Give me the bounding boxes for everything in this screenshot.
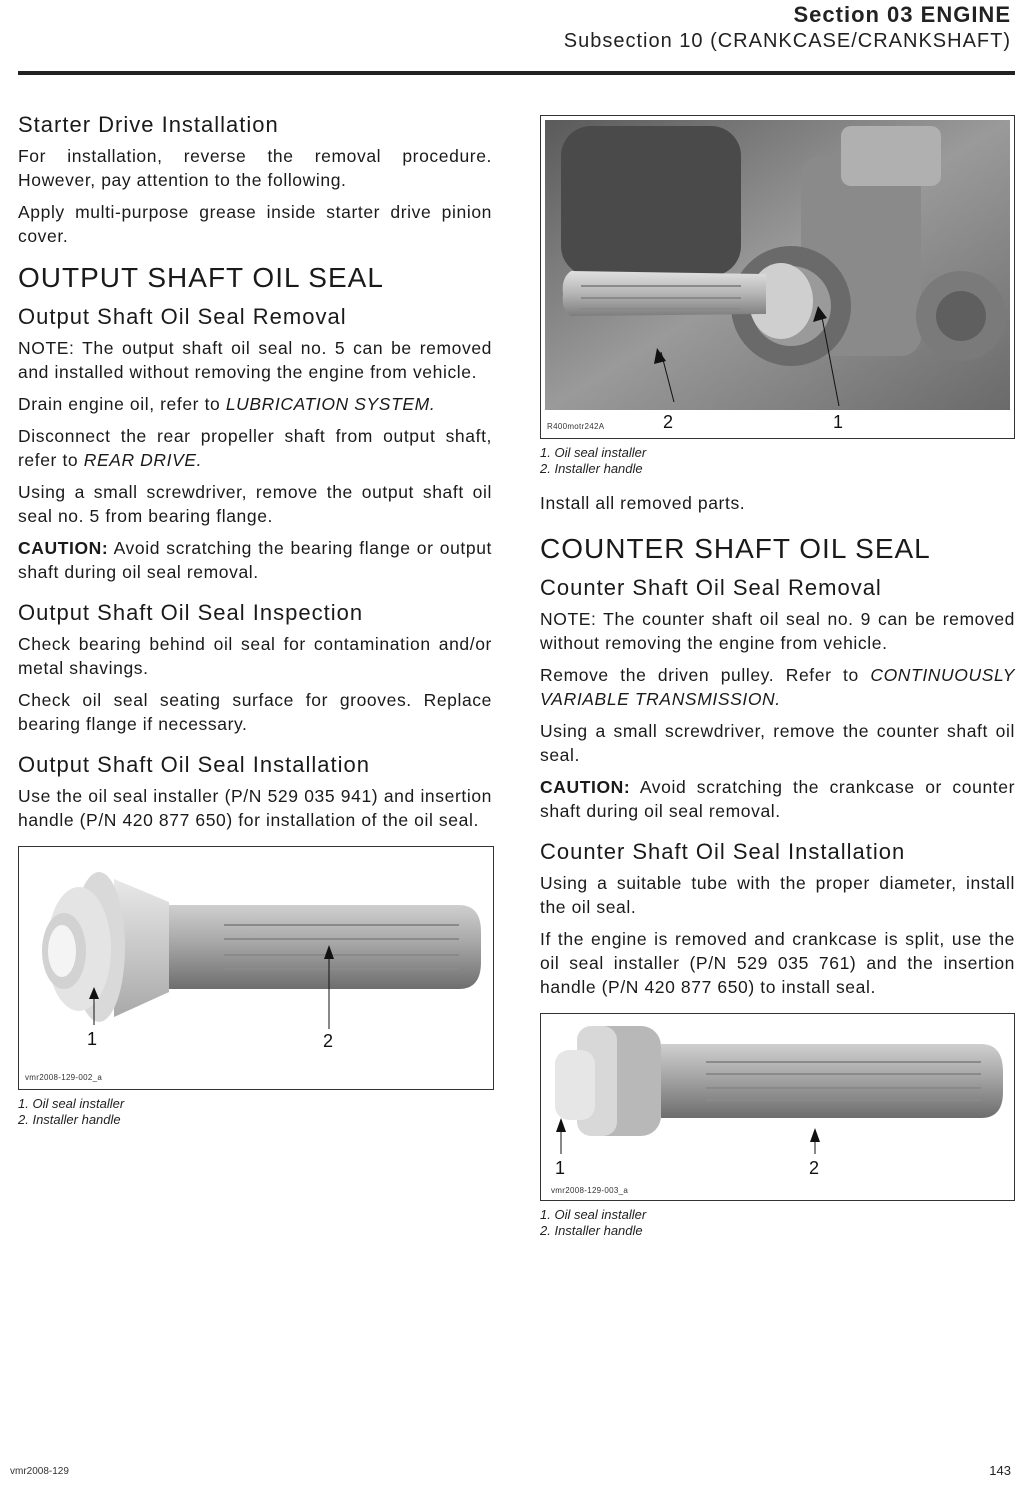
output-inspection-heading: Output Shaft Oil Seal Inspection xyxy=(18,600,364,625)
callout-1: 1 xyxy=(833,412,844,432)
caution-label: CAUTION: xyxy=(540,777,631,797)
install-removed-parts: Install all removed parts. xyxy=(540,493,746,513)
caution-text: Avoid scratching the bearing flange or output shaft during oil seal removal. xyxy=(18,538,492,582)
output-installer-illustration xyxy=(19,847,493,1089)
counter-removal-heading: Counter Shaft Oil Seal Removal xyxy=(540,575,882,600)
legend-item-1: 1. Oil seal installer xyxy=(18,1096,125,1111)
counter-removal-caution xyxy=(540,775,1015,823)
starter-paragraph-2: Apply multi-purpose grease inside starter drive pinion cover. xyxy=(18,202,492,246)
header-rule xyxy=(18,71,1015,75)
counter-installation-heading: Counter Shaft Oil Seal Installation xyxy=(540,839,906,864)
document-code: vmr2008-129 xyxy=(10,1466,69,1477)
callout-2: 2 xyxy=(663,412,674,432)
figure-legend xyxy=(18,1096,492,1128)
legend-item-2: 2. Installer handle xyxy=(540,461,643,476)
legend-item-2: 2. Installer handle xyxy=(18,1112,121,1127)
output-inspection-p1: Check bearing behind oil seal for contamination and/or metal shavings. xyxy=(18,634,492,678)
counter-installation-p2: If the engine is removed and crankcase is split, use the oil seal installer (P/N 529 035 761) and the insertion handle (P/N 420 877 650) to install seal. xyxy=(540,929,1015,997)
page-header xyxy=(0,0,1021,80)
output-removal-screwdriver: Using a small screwdriver, remove the output shaft oil seal no. 5 from bearing flange. xyxy=(18,482,492,526)
figure-engine-photo xyxy=(540,115,1015,439)
figure-code: R400motr242A xyxy=(547,422,605,431)
output-removal-drain xyxy=(18,392,492,416)
caution-text: Avoid scratching the crankcase or counter shaft during oil seal removal. xyxy=(540,777,1015,821)
figure-legend xyxy=(540,1207,1015,1239)
counter-shaft-title: COUNTER SHAFT OIL SEAL xyxy=(540,533,931,564)
cvt-reference: CONTINUOUSLY VARIABLE TRANSMISSION. xyxy=(540,665,1015,709)
legend-item-1: 1. Oil seal installer xyxy=(540,1207,647,1222)
text: Disconnect the rear propeller shaft from output shaft, refer to xyxy=(18,426,492,470)
subsection-title: Subsection 10 (CRANKCASE/CRANKSHAFT) xyxy=(563,30,1011,52)
callout-1: 1 xyxy=(555,1158,566,1178)
figure-counter-installer xyxy=(540,1013,1015,1201)
counter-installation-p1: Using a suitable tube with the proper diameter, install the oil seal. xyxy=(540,873,1015,917)
text: Remove the driven pulley. Refer to xyxy=(540,665,871,685)
output-installation-heading: Output Shaft Oil Seal Installation xyxy=(18,752,370,777)
callout-1: 1 xyxy=(87,1029,98,1049)
starter-drive-heading: Starter Drive Installation xyxy=(18,112,279,137)
caution-label: CAUTION: xyxy=(18,538,109,558)
output-removal-note: NOTE: The output shaft oil seal no. 5 can be removed and installed without removing the engine from vehicle. xyxy=(18,338,492,382)
page-number: 143 xyxy=(989,1463,1011,1478)
figure-code: vmr2008-129-002_a xyxy=(25,1073,103,1082)
callout-2: 2 xyxy=(809,1158,820,1178)
legend-item-1: 1. Oil seal installer xyxy=(540,445,647,460)
section-title: Section 03 ENGINE xyxy=(793,2,1011,27)
left-column xyxy=(18,112,492,1138)
engine-photo-illustration xyxy=(541,116,1014,438)
starter-paragraph-1: For installation, reverse the removal procedure. However, pay attention to the following. xyxy=(18,146,492,190)
legend-item-2: 2. Installer handle xyxy=(540,1223,643,1238)
lubrication-reference: LUBRICATION SYSTEM. xyxy=(225,394,436,414)
output-removal-caution xyxy=(18,536,492,584)
text: Drain engine oil, refer to xyxy=(18,394,226,414)
right-column xyxy=(540,115,1015,1249)
output-removal-heading: Output Shaft Oil Seal Removal xyxy=(18,304,347,329)
output-removal-disconnect xyxy=(18,424,492,472)
figure-code: vmr2008-129-003_a xyxy=(551,1186,629,1195)
figure-legend xyxy=(540,445,1015,477)
counter-removal-pulley xyxy=(540,663,1015,711)
output-shaft-title: OUTPUT SHAFT OIL SEAL xyxy=(18,262,384,293)
counter-installer-illustration xyxy=(541,1014,1014,1200)
callout-2: 2 xyxy=(323,1031,334,1051)
output-inspection-p2: Check oil seal seating surface for grooves. Replace bearing flange if necessary. xyxy=(18,690,492,734)
figure-output-installer xyxy=(18,846,494,1090)
counter-removal-screwdriver: Using a small screwdriver, remove the counter shaft oil seal. xyxy=(540,721,1015,765)
counter-removal-note: NOTE: The counter shaft oil seal no. 9 can be removed without removing the engine from vehicle. xyxy=(540,609,1015,653)
output-installation-p1: Use the oil seal installer (P/N 529 035 941) and insertion handle (P/N 420 877 650) for installation of the oil seal. xyxy=(18,786,492,830)
rear-drive-reference: REAR DRIVE. xyxy=(83,450,203,470)
